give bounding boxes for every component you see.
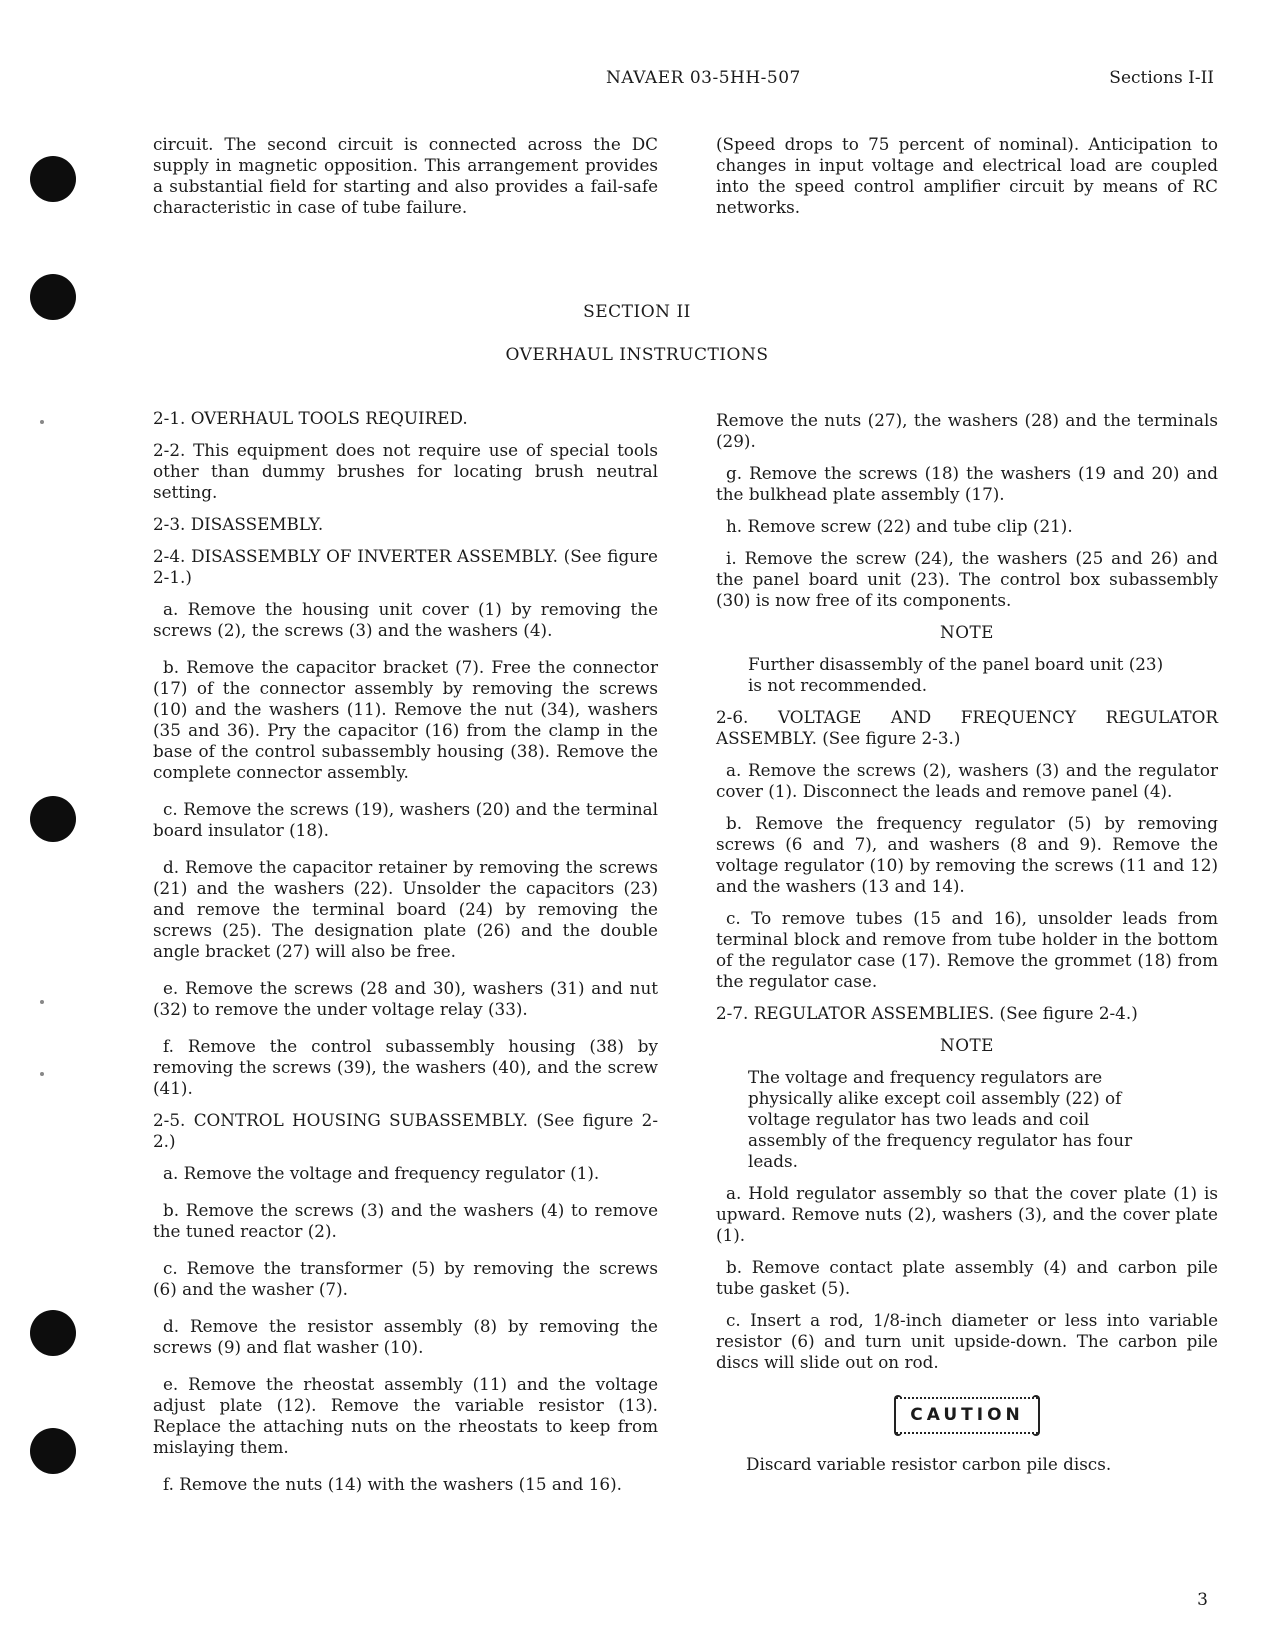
top-right-text	[716, 134, 1218, 229]
paragraph: a. Remove the screws (2), washers (3) and the regulator cover (1). Disconnect the leads and remove panel (4).	[716, 760, 1218, 801]
document-number: NAVAER 03-5HH-507	[606, 68, 801, 88]
note-text: The voltage and frequency regulators are physically alike except coil assembly (22) of voltage regulator has two leads and coil assembly of the frequency regulator has four leads.	[748, 1067, 1133, 1171]
paragraph: b. Remove contact plate assembly (4) and carbon pile tube gasket (5).	[716, 1257, 1218, 1298]
right-column	[716, 410, 1218, 1486]
paragraph: b. Remove the screws (3) and the washers (4) to remove the tuned reactor (2).	[153, 1200, 658, 1241]
paragraph: b. Remove the frequency regulator (5) by removing screws (6 and 7), and washers (8 and 9). Remove the voltage regulator (10) by removing the screws (11 and 12) and the washers (13 and 14).	[716, 813, 1218, 896]
paragraph: a. Hold regulator assembly so that the cover plate (1) is upward. Remove nuts (2), washers (3), and the cover plate (1).	[716, 1183, 1218, 1245]
paragraph: c. Insert a rod, 1/8-inch diameter or less into variable resistor (6) and turn unit upside-down. The carbon pile discs will slide out on rod.	[716, 1310, 1218, 1372]
paragraph: 2-7. REGULATOR ASSEMBLIES. (See figure 2-4.)	[716, 1003, 1138, 1023]
binder-hole	[30, 1428, 76, 1474]
binder-hole	[30, 796, 76, 842]
paragraph: (Speed drops to 75 percent of nominal). Anticipation to changes in input voltage and electrical load are coupled into the speed control amplifier circuit by means of RC networks.	[716, 134, 1218, 217]
paragraph: a. Remove the voltage and frequency regulator (1).	[163, 1163, 600, 1183]
paragraph: 2-6. VOLTAGE AND FREQUENCY REGULATOR ASSEMBLY. (See figure 2-3.)	[716, 707, 1218, 748]
section-range: Sections I-II	[1109, 68, 1214, 88]
paragraph: Remove the nuts (27), the washers (28) and the terminals (29).	[716, 410, 1218, 451]
section-subtitle: OVERHAUL INSTRUCTIONS	[505, 345, 769, 365]
page-number: 3	[1197, 1590, 1208, 1610]
paragraph: 2-5. CONTROL HOUSING SUBASSEMBLY. (See figure 2-2.)	[153, 1110, 658, 1151]
paragraph: b. Remove the capacitor bracket (7). Free the connector (17) of the connector assembly by removing the screws (10) and the washers (11). Remove the nut (34), washers (35 and 36). Pry the capacitor (16) from the clamp in the base of the control subassembly housing (38). Remove the complete connector assembly.	[153, 657, 658, 782]
note-text: Further disassembly of the panel board unit (23) is not recommended.	[748, 654, 1164, 695]
paragraph: h. Remove screw (22) and tube clip (21).	[726, 516, 1073, 536]
paragraph: circuit. The second circuit is connected across the DC supply in magnetic opposition. This arrangement provides a substantial field for starting and also provides a fail-safe characteristic in case of tube failure.	[153, 134, 658, 217]
speck	[40, 1072, 44, 1076]
paragraph: d. Remove the resistor assembly (8) by removing the screws (9) and flat washer (10).	[153, 1316, 658, 1357]
section-title: SECTION II	[583, 302, 691, 322]
paragraph: c. To remove tubes (15 and 16), unsolder leads from terminal block and remove from tube holder in the bottom of the regulator case (17). Remove the grommet (18) from the regulator case.	[716, 908, 1218, 991]
paragraph: g. Remove the screws (18) the washers (19 and 20) and the bulkhead plate assembly (17).	[716, 463, 1218, 504]
note-heading: NOTE	[940, 1035, 994, 1055]
paragraph: 2-1. OVERHAUL TOOLS REQUIRED.	[153, 408, 468, 428]
paragraph: i. Remove the screw (24), the washers (25 and 26) and the panel board unit (23). The control box subassembly (30) is now free of its components.	[716, 548, 1218, 610]
paragraph: 2-3. DISASSEMBLY.	[153, 514, 324, 534]
caution-box	[716, 1397, 1218, 1434]
binder-hole	[30, 156, 76, 202]
paragraph: a. Remove the housing unit cover (1) by removing the screws (2), the screws (3) and the washers (4).	[153, 599, 658, 640]
caution-text: Discard variable resistor carbon pile discs.	[746, 1454, 1112, 1474]
left-column	[153, 408, 658, 1506]
binder-hole	[30, 1310, 76, 1356]
paragraph: d. Remove the capacitor retainer by removing the screws (21) and the washers (22). Unsolder the capacitors (23) and remove the terminal board (24) by removing the screws (25). The designation plate (26) and the double angle bracket (27) will also be free.	[153, 857, 658, 961]
paragraph: 2-2. This equipment does not require use of special tools other than dummy brushes for locating brush neutral setting.	[153, 440, 658, 502]
paragraph: f. Remove the control subassembly housing (38) by removing the screws (39), the washers (40), and the screw (41).	[153, 1036, 658, 1098]
top-left-text	[153, 134, 658, 229]
note-heading: NOTE	[940, 622, 994, 642]
paragraph: c. Remove the transformer (5) by removing the screws (6) and the washer (7).	[153, 1258, 658, 1299]
speck	[40, 420, 44, 424]
caution-label: CAUTION	[896, 1397, 1038, 1434]
paragraph: e. Remove the rheostat assembly (11) and the voltage adjust plate (12). Remove the variable resistor (13). Replace the attaching nuts on the rheostats to keep from mislaying them.	[153, 1374, 658, 1457]
paragraph: f. Remove the nuts (14) with the washers (15 and 16).	[163, 1474, 622, 1494]
paragraph: 2-4. DISASSEMBLY OF INVERTER ASSEMBLY. (See figure 2-1.)	[153, 546, 658, 587]
speck	[40, 1000, 44, 1004]
paragraph: c. Remove the screws (19), washers (20) and the terminal board insulator (18).	[153, 799, 658, 840]
paragraph: e. Remove the screws (28 and 30), washers (31) and nut (32) to remove the under voltage relay (33).	[153, 978, 658, 1019]
